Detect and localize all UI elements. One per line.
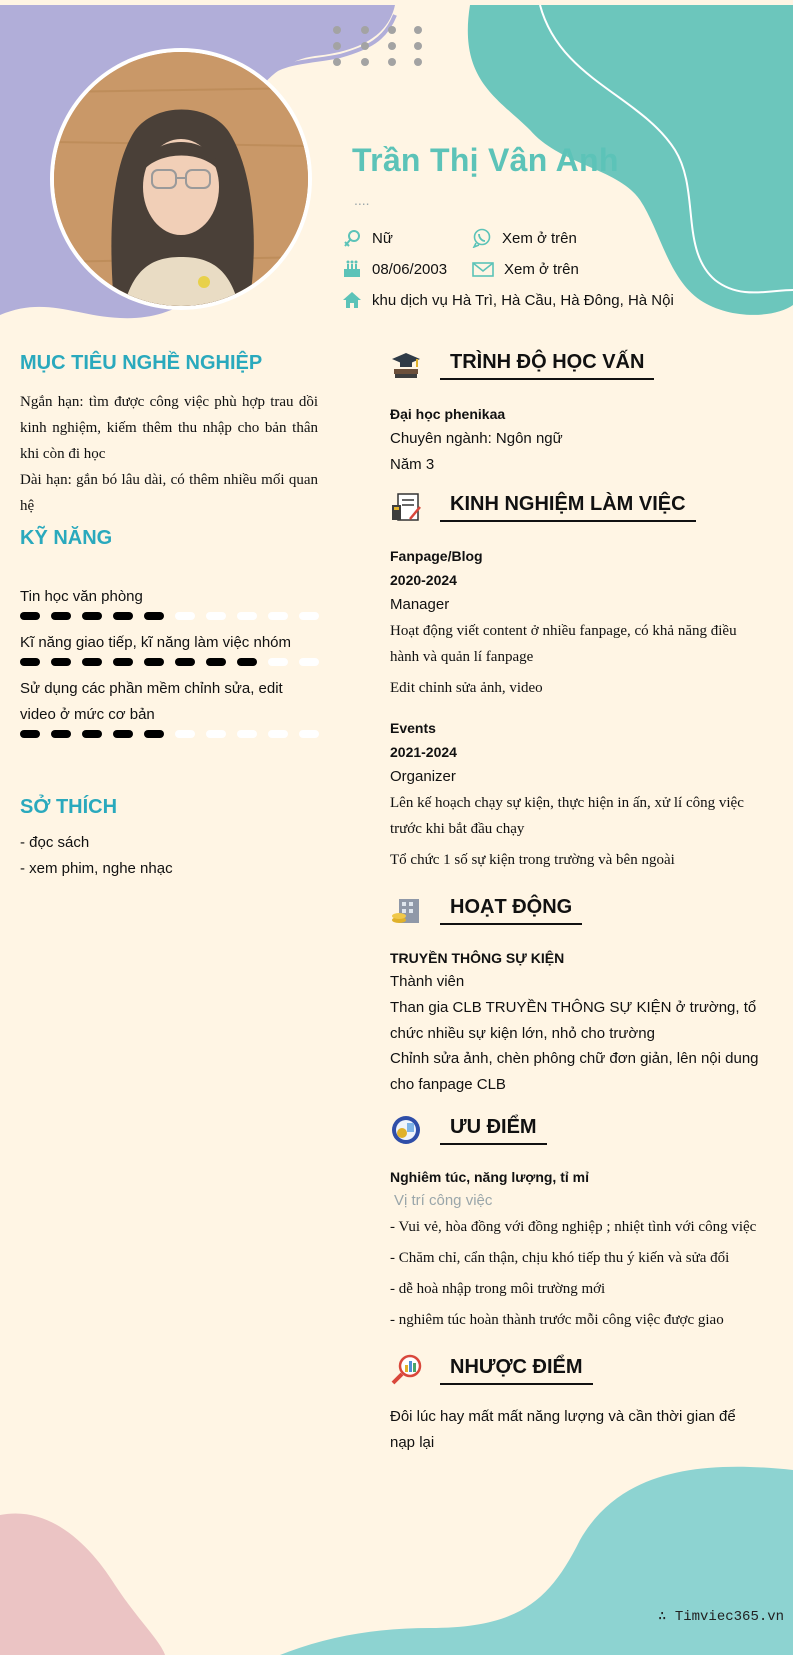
education-school: Đại học phenikaa <box>390 406 506 422</box>
strengths-headline: Nghiêm túc, năng lượng, tỉ mỉ <box>390 1169 589 1185</box>
experience-company: Events <box>390 720 436 736</box>
experience-header <box>390 491 696 523</box>
skill-dot-filled <box>82 612 102 620</box>
education-major: Chuyên ngành: Ngôn ngữ <box>390 430 563 447</box>
experience-role: Manager <box>390 596 450 613</box>
skill-dot-empty <box>175 612 195 620</box>
gender-icon <box>342 228 362 248</box>
gender-row <box>342 228 393 248</box>
skill-dot-filled <box>206 658 226 666</box>
watermark: ∴ Timviec365.vn <box>658 1609 785 1625</box>
skill-dot-filled <box>20 612 40 620</box>
strengths-header <box>390 1114 547 1146</box>
skill-dot-filled <box>113 658 133 666</box>
gender-value: Nữ <box>372 229 393 247</box>
career-goal-title: MỤC TIÊU NGHỀ NGHIỆP <box>20 352 263 374</box>
career-goal-long-term: Dài hạn: gắn bó lâu dài, có thêm nhiều mối quan hệ <box>20 472 318 514</box>
activity-description: Than gia CLB TRUYỀN THÔNG SỰ KIỆN ở trường, tổ chức nhiều sự kiện lớn, nhỏ cho trường <box>390 999 757 1042</box>
education-title: TRÌNH ĐỘ HỌC VẤN <box>440 351 654 380</box>
skill-rating <box>20 658 319 666</box>
experience-company: Fanpage/Blog <box>390 548 483 564</box>
activity-description: Chỉnh sửa ảnh, chèn phông chữ đơn giản, lên nội dung cho fanpage CLB <box>390 1050 759 1093</box>
skill-dot-empty <box>206 730 226 738</box>
hobbies-title: SỞ THÍCH <box>20 796 118 818</box>
skill-dot-filled <box>51 612 71 620</box>
skill-name: Sử dụng các phần mềm chỉnh sửa, edit video ở mức cơ bản <box>20 680 283 723</box>
envelope-icon <box>472 259 494 279</box>
strength-item: - Vui vẻ, hòa đồng với đồng nghiệp ; nhiệt tình với công việc <box>390 1219 757 1235</box>
activities-header <box>390 894 582 926</box>
hobby-item: - xem phim, nghe nhạc <box>20 860 173 877</box>
birthdate-value: 08/06/2003 <box>372 260 448 278</box>
phone-value: Xem ở trên <box>502 229 577 247</box>
experience-description: Edit chỉnh sửa ảnh, video <box>390 680 543 696</box>
skill-dot-filled <box>144 730 164 738</box>
skill-dot-filled <box>144 612 164 620</box>
strength-item: - nghiêm túc hoàn thành trước mỗi công việc được giao <box>390 1312 724 1328</box>
skill-rating <box>20 730 319 738</box>
skill-dot-empty <box>237 730 257 738</box>
medal-icon <box>390 1114 422 1146</box>
home-icon <box>342 290 362 310</box>
skill-dot-filled <box>144 658 164 666</box>
phone-chat-icon <box>472 228 492 248</box>
email-value: Xem ở trên <box>504 260 579 278</box>
skill-dot-filled <box>51 658 71 666</box>
strength-item: - dễ hoà nhập trong môi trường mới <box>390 1281 606 1297</box>
experience-description: Hoạt động viết content ở nhiều fanpage, có khả năng điều hành và quản lí fanpage <box>390 623 737 665</box>
skill-dot-filled <box>20 730 40 738</box>
strength-item: - Chăm chỉ, cẩn thận, chịu khó tiếp thu ý kiến và sửa đổi <box>390 1250 730 1266</box>
skill-dot-filled <box>51 730 71 738</box>
skill-dot-filled <box>113 612 133 620</box>
education-header <box>390 349 654 381</box>
address-value: khu dịch vụ Hà Trì, Hà Cầu, Hà Đông, Hà Nội <box>372 291 674 309</box>
skill-rating <box>20 612 319 620</box>
address-row <box>342 290 674 310</box>
magnifier-chart-icon <box>390 1354 422 1386</box>
education-year: Năm 3 <box>390 456 435 473</box>
experience-period: 2020-2024 <box>390 572 457 588</box>
experience-description: Lên kế hoạch chạy sự kiện, thực hiện in ấn, xử lí công việc trước khi bắt đầu chạy <box>390 795 744 837</box>
skill-dot-empty <box>237 612 257 620</box>
activity-organization: TRUYỀN THÔNG SỰ KIỆN <box>390 950 565 966</box>
building-icon <box>390 894 422 926</box>
skill-dot-empty <box>268 658 288 666</box>
experience-period: 2021-2024 <box>390 744 457 760</box>
activity-role: Thành viên <box>390 973 465 990</box>
candidate-name: Trần Thị Vân Anh <box>352 142 619 178</box>
skill-dot-filled <box>82 730 102 738</box>
experience-title: KINH NGHIỆM LÀM VIỆC <box>440 493 696 522</box>
skill-dot-empty <box>268 612 288 620</box>
birthdate-row <box>342 259 447 279</box>
skill-name: Tin học văn phòng <box>20 588 143 605</box>
weaknesses-title: NHƯỢC ĐIỂM <box>440 1356 593 1385</box>
skill-dot-empty <box>299 730 319 738</box>
birthday-cake-icon <box>342 259 362 279</box>
skill-dot-empty <box>299 658 319 666</box>
profile-photo <box>50 48 312 310</box>
activities-title: HOẠT ĐỘNG <box>440 896 582 925</box>
skill-dot-filled <box>82 658 102 666</box>
work-tools-icon <box>390 491 422 523</box>
email-row <box>472 259 579 279</box>
skill-dot-empty <box>175 730 195 738</box>
skill-dot-empty <box>206 612 226 620</box>
skill-dot-filled <box>237 658 257 666</box>
skill-dot-filled <box>113 730 133 738</box>
skill-name: Kĩ năng giao tiếp, kĩ năng làm việc nhóm <box>20 634 291 651</box>
phone-row <box>472 228 577 248</box>
career-goal-short-term: Ngắn hạn: tìm được công việc phù hợp trau dồi kinh nghiệm, kiếm thêm thu nhập cho bản thân khi còn đi học <box>20 394 318 462</box>
skill-dot-filled <box>20 658 40 666</box>
experience-role: Organizer <box>390 768 456 785</box>
experience-description: Tổ chức 1 số sự kiện trong trường và bên ngoài <box>390 852 675 868</box>
hobby-item: - đọc sách <box>20 834 90 851</box>
job-position-placeholder: Vị trí công việc <box>394 1192 493 1209</box>
pink-blob <box>0 1513 165 1655</box>
candidate-subtitle: .... <box>354 192 370 208</box>
career-goal-text <box>20 389 318 519</box>
weaknesses-header <box>390 1354 593 1386</box>
graduation-books-icon <box>390 349 422 381</box>
skills-title: KỸ NĂNG <box>20 527 113 549</box>
skill-dot-empty <box>268 730 288 738</box>
weaknesses-text: Đôi lúc hay mất mất năng lượng và cần thời gian để nạp lại <box>390 1408 736 1451</box>
strengths-title: ƯU ĐIỂM <box>440 1116 547 1145</box>
light-teal-blob <box>280 1467 793 1655</box>
skill-dot-filled <box>175 658 195 666</box>
skill-dot-empty <box>299 612 319 620</box>
